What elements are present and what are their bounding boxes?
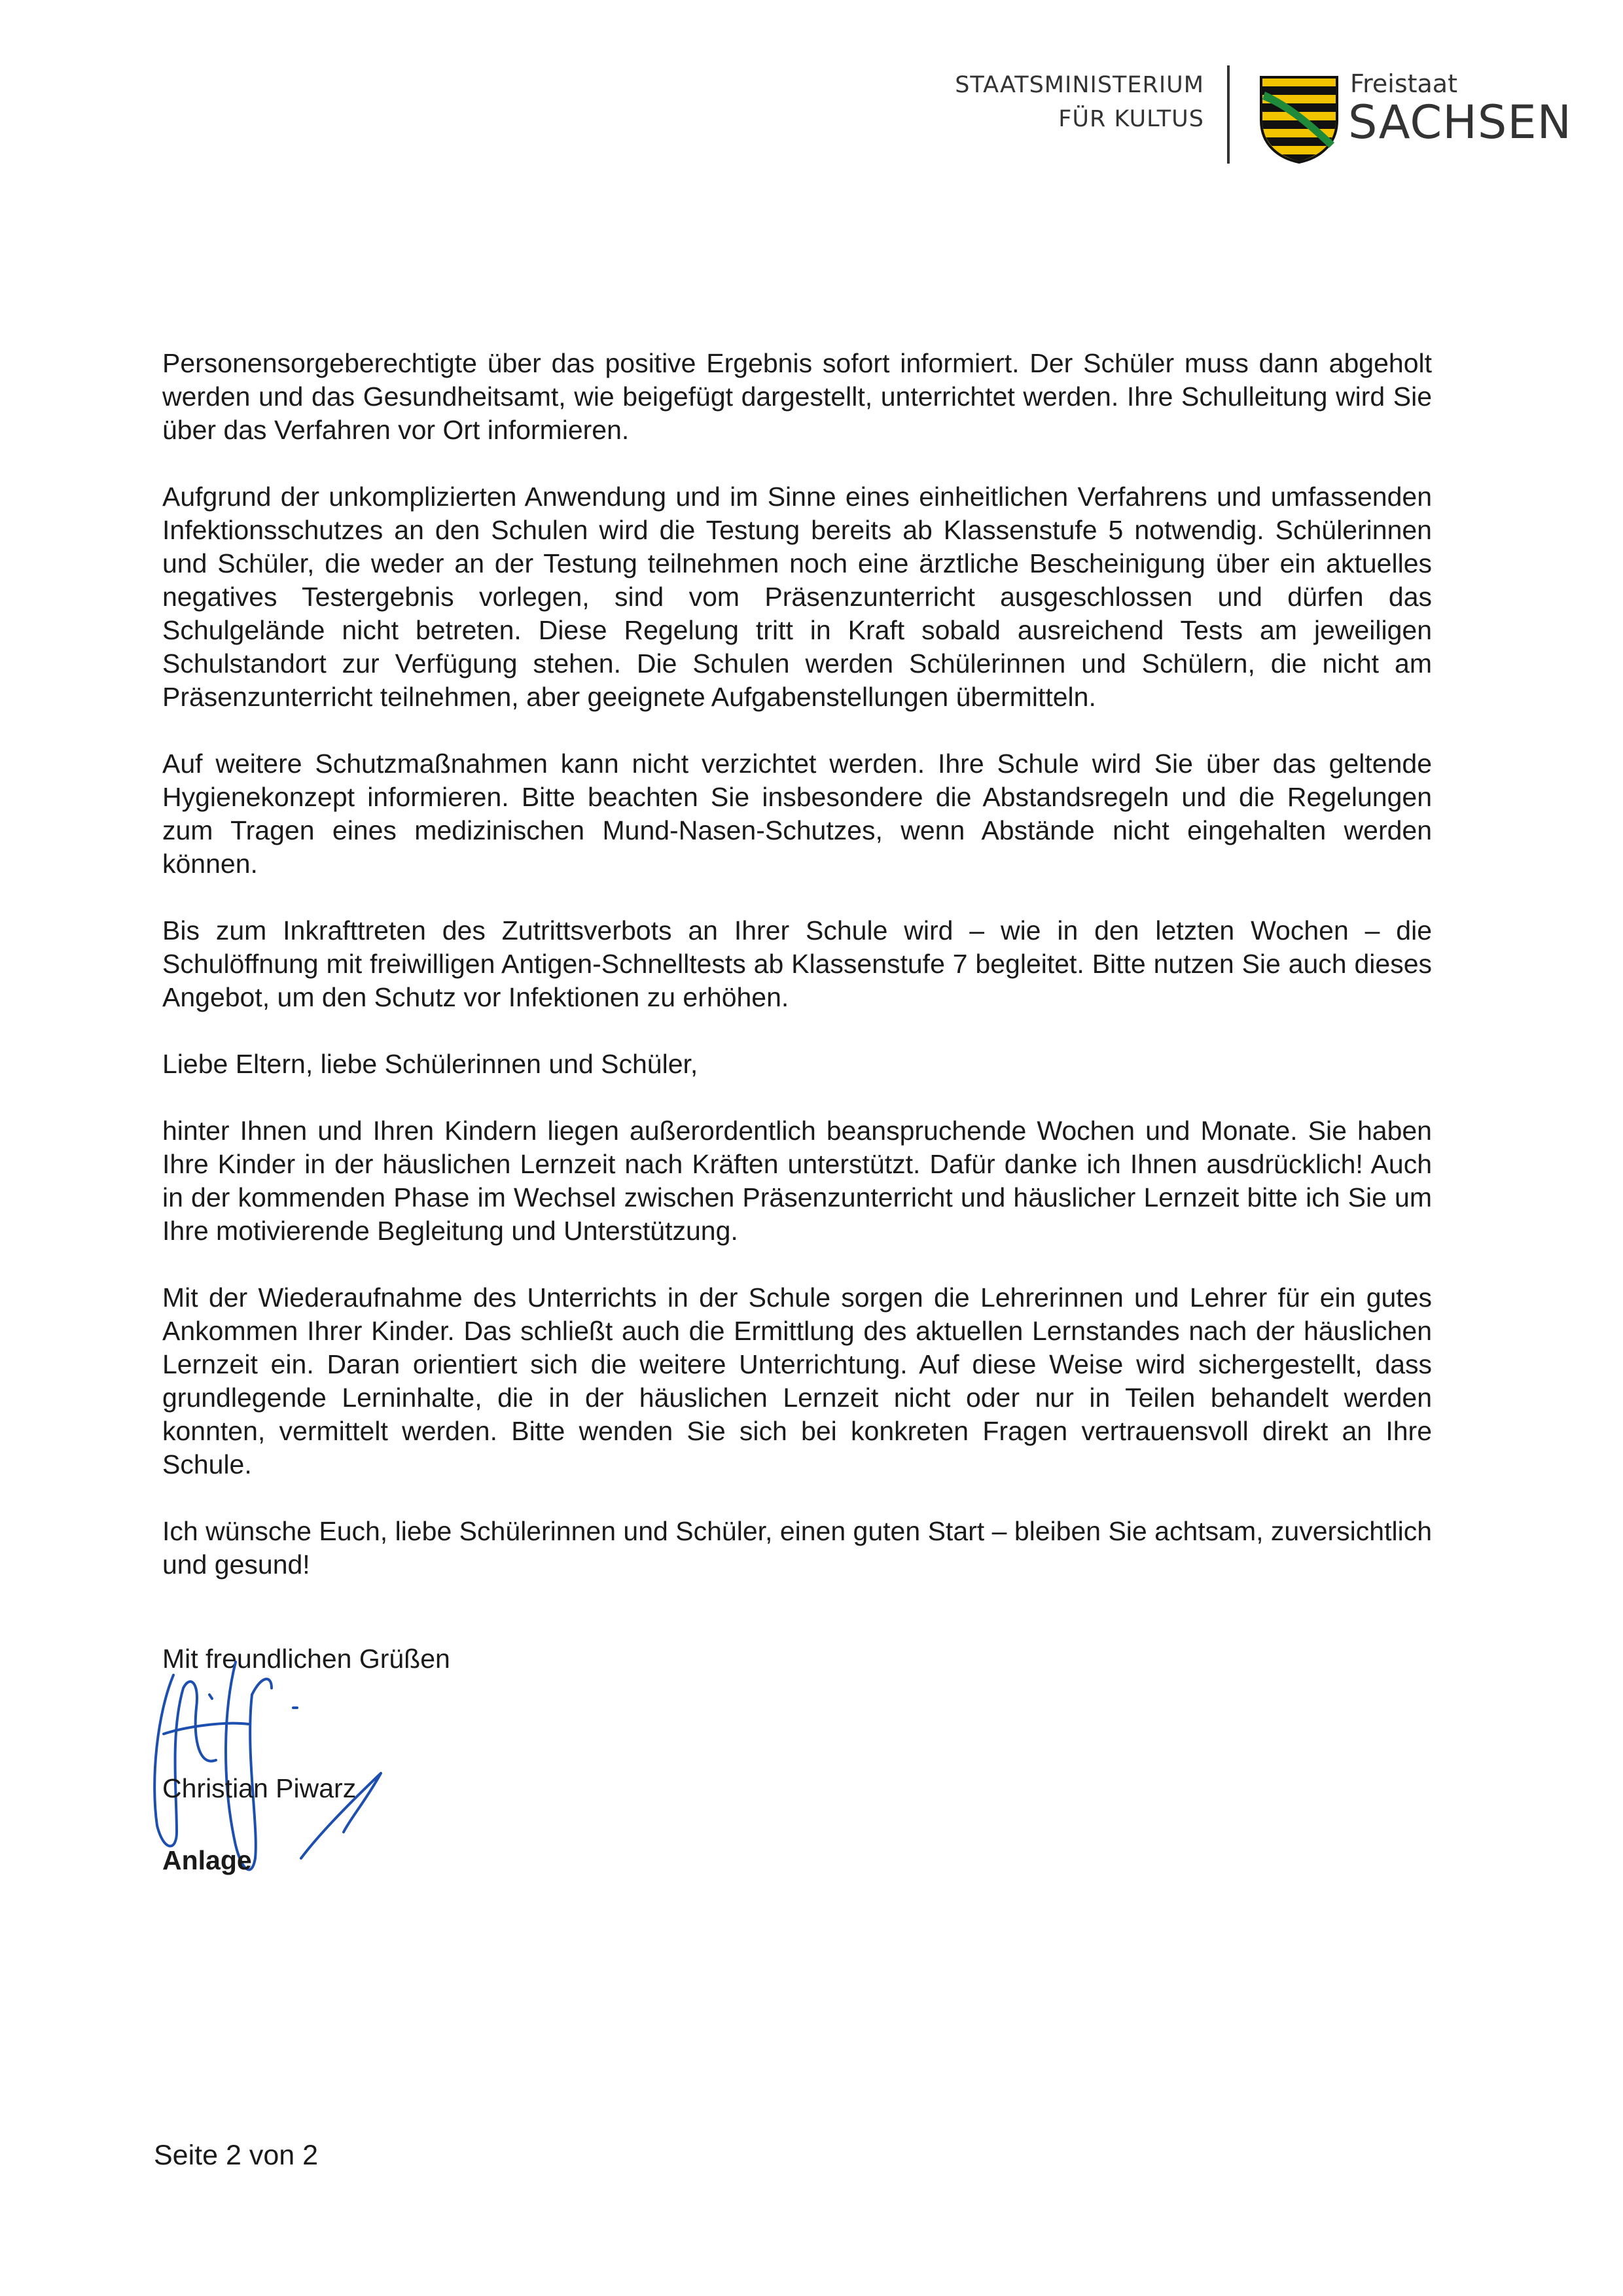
paragraph-5: hinter Ihnen und Ihren Kindern liegen außerordentlich beanspruchende Wochen und Monate. Sie haben Ihre Kinder in der häuslichen Lernzeit nach Kräften unterstützt. Dafür danke ich Ihnen ausdrücklich! Auch in der kommenden Phase im Wechsel zwischen Präsenzunterricht und häuslicher Lernzeit bitte ich Sie um Ihre motivierende Begleitung und Unterstützung. [162,1116,1432,1246]
header-divider [1227,65,1230,164]
state-label-big: SACHSEN [1348,96,1572,149]
ministry-name [955,68,1204,136]
page-number: Seite 2 von 2 [154,2140,319,2171]
paragraph-7: Ich wünsche Euch, liebe Schülerinnen und Schüler, einen guten Start – bleiben Sie achtsam, zuversichtlich und gesund! [162,1516,1432,1580]
ministry-line-2: FÜR KULTUS [1058,106,1204,132]
paragraph-6: Mit der Wiederaufnahme des Unterrichts in der Schule sorgen die Lehrerinnen und Lehrer für ein gutes Ankommen Ihrer Kinder. Das schließt auch die Ermittlung des aktuellen Lernstandes nach der häuslichen Lernzeit ein. Daran orientiert sich die weitere Unterrichtung. Auf diese Weise wird sichergestellt, dass grundlegende Lerninhalte, die in der häuslichen Lernzeit nicht oder nur in Teilen behandelt werden konnten, vermittelt werden. Bitte wenden Sie sich bei konkreten Fragen vertrauensvoll direkt an Ihre Schule. [162,1282,1432,1479]
attachment-label: Anlage [162,1845,252,1875]
paragraph-4: Bis zum Inkrafttreten des Zutrittsverbots an Ihrer Schule wird – wie in den letzten Wochen – die Schulöffnung mit freiwilligen Antigen-Schnelltests ab Klassenstufe 7 begleitet. Bitte nutzen Sie auch dieses Angebot, um den Schutz vor Infektionen zu erhöhen. [162,915,1432,1012]
saxony-crest-icon [1258,75,1340,164]
paragraph-1: Personensorgeberechtigte über das positive Ergebnis sofort informiert. Der Schüler muss dann abgeholt werden und das Gesundheitsamt, wie beigefügt dargestellt, unterrichtet werden. Ihre Schulleitung wird Sie über das Verfahren vor Ort informieren. [162,348,1432,445]
paragraph-3: Auf weitere Schutzmaßnahmen kann nicht verzichtet werden. Ihre Schule wird Sie über das geltende Hygienekonzept informieren. Bitte beachten Sie insbesondere die Abstandsregeln und die Regelungen zum Tragen eines medizinischen Mund-Nasen-Schutzes, wenn Abstände nicht eingehalten werden können. [162,749,1432,879]
letter-body [162,347,1432,1615]
signatory-name: Christian Piwarz [162,1773,357,1803]
state-label-small: Freistaat [1350,69,1457,98]
salutation: Liebe Eltern, liebe Schülerinnen und Schüler, [162,1049,698,1079]
paragraph-2: Aufgrund der unkomplizierten Anwendung und im Sinne eines einheitlichen Verfahrens und umfassenden Infektionsschutzes an den Schulen wird die Testung bereits ab Klassenstufe 5 notwendig. Schülerinnen und Schüler, die weder an der Testung teilnehmen noch eine ärztliche Bescheinigung über ein aktuelles negatives Testergebnis vorlegen, sind vom Präsenzunterricht ausgeschlossen und dürfen das Schulgelände nicht betreten. Diese Regelung tritt in Kraft sobald ausreichend Tests am jeweiligen Schulstandort zur Verfügung stehen. Die Schulen werden Schülerinnen und Schülern, die nicht am Präsenzunterricht teilnehmen, aber geeignete Aufgabenstellungen übermitteln. [162,482,1432,712]
letterhead [903,65,1571,170]
closing-line: Mit freundlichen Grüßen [162,1644,450,1674]
ministry-line-1: STAATSMINISTERIUM [955,72,1204,98]
